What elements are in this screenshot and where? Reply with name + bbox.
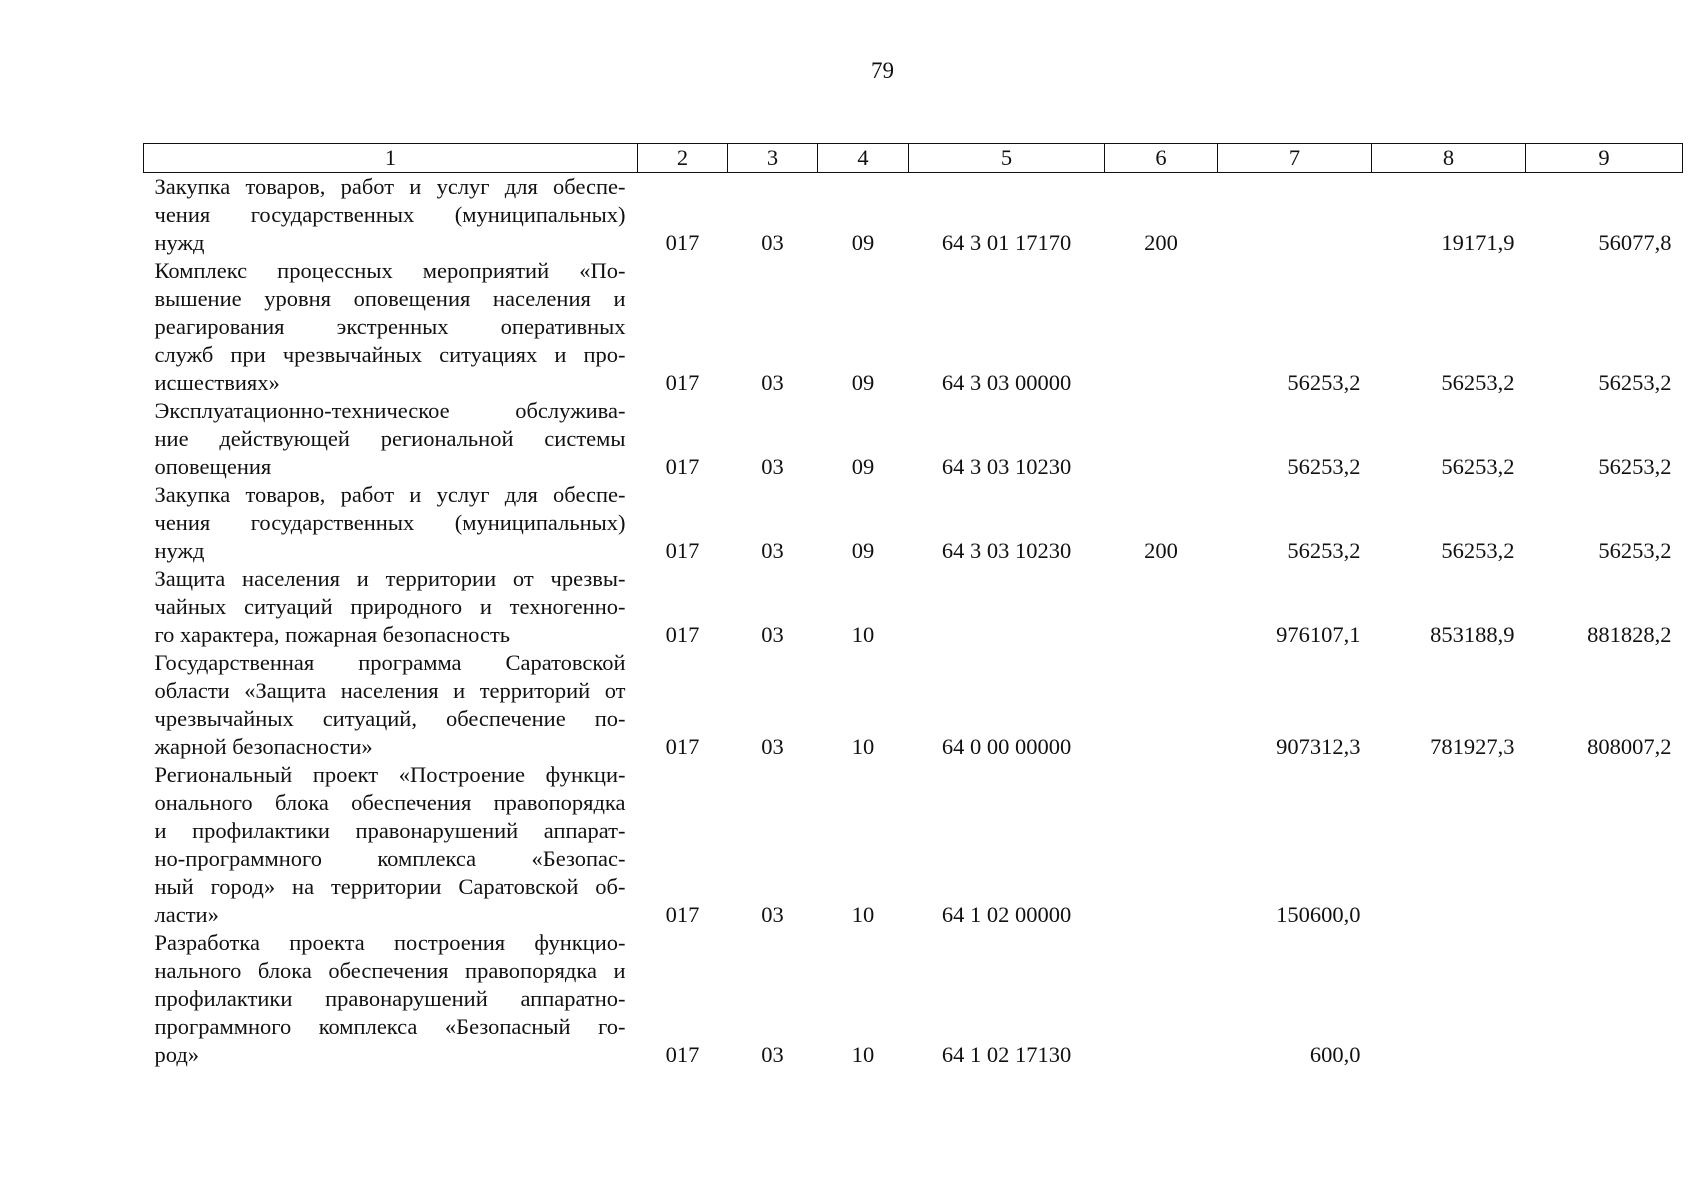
ministry-code-cell: 017 [665,230,700,255]
amount-cell: 56253,2 [1287,454,1361,479]
table-header [144,144,1683,173]
description-line: области «Защита населения и территорий от [154,678,626,703]
target-article-cell: 64 3 01 17170 [941,230,1072,255]
column-header-2: 2 [638,144,728,173]
amount-cell: 808007,2 [1587,734,1672,759]
amount-cell: 56077,8 [1598,230,1672,255]
page-number: 79 [871,58,894,83]
table-row [144,397,1683,481]
subsection-cell: 09 [851,538,875,563]
description-line: Закупка товаров, работ и услуг для обеспе- [154,174,626,199]
target-article-cell: 64 1 02 17130 [941,1042,1072,1067]
description-line: ласти» [154,902,219,927]
ministry-code-cell: 017 [665,538,700,563]
target-article-cell: 64 3 03 10230 [941,454,1072,479]
row-description [144,929,638,1069]
description-line: нужд [154,538,205,563]
column-header-8: 8 [1372,144,1526,173]
ministry-code-cell: 017 [665,454,700,479]
row-description [144,257,638,397]
ministry-code-cell: 017 [665,1042,700,1067]
ministry-code-cell: 017 [665,734,700,759]
column-header-7: 7 [1218,144,1372,173]
description-line: вышение уровня оповещения населения и [154,286,626,311]
description-line: Региональный проект «Построение функци- [154,762,626,787]
amount-cell: 56253,2 [1287,370,1361,395]
amount-cell: 56253,2 [1598,454,1672,479]
subsection-cell: 09 [851,230,875,255]
description-line: чения государственных (муниципальных) [154,202,626,227]
description-line: программного комплекса «Безопасный го- [154,1014,626,1039]
amount-cell: 881828,2 [1587,622,1672,647]
description-line: Эксплуатационно-техническое обслужива- [154,398,626,423]
description-line: реагирования экстренных оперативных [154,314,626,339]
row-description [144,481,638,565]
target-article-cell: 64 3 03 00000 [941,370,1072,395]
expense-type-cell [1105,761,1218,929]
amount-cell: 150600,0 [1276,902,1361,927]
table-row [144,761,1683,929]
section-cell: 03 [761,370,784,395]
description-line: чения государственных (муниципальных) [154,510,626,535]
amount-cell [1526,761,1683,929]
amount-cell: 976107,1 [1276,622,1361,647]
column-header-6: 6 [1105,144,1218,173]
table-body [144,173,1683,1070]
amount-cell: 853188,9 [1430,622,1515,647]
description-line: род» [154,1042,200,1067]
section-cell: 03 [761,454,784,479]
expense-type-cell [1105,397,1218,481]
amount-cell: 19171,9 [1441,230,1515,255]
target-article-cell: 64 1 02 00000 [941,902,1072,927]
subsection-cell: 09 [851,370,875,395]
description-line: Закупка товаров, работ и услуг для обеспе- [154,482,626,507]
table-row [144,649,1683,761]
section-cell: 03 [761,622,784,647]
description-line: и профилактики правонарушений аппарат- [154,818,626,843]
table-row [144,481,1683,565]
table-row [144,173,1683,258]
description-line: Защита населения и территории от чрезвы- [154,566,626,591]
section-cell: 03 [761,230,784,255]
section-cell: 03 [761,902,784,927]
expense-type-cell [1105,649,1218,761]
target-article-cell: 64 0 00 00000 [941,734,1072,759]
column-header-3: 3 [728,144,818,173]
subsection-cell: 09 [851,454,875,479]
table-row [144,565,1683,649]
description-line: но-программного комплекса «Безопас- [154,846,626,871]
column-header-5: 5 [909,144,1105,173]
column-header-4: 4 [818,144,909,173]
description-line: ние действующей региональной системы [154,426,626,451]
description-line: исшествиях» [154,370,280,395]
ministry-code-cell: 017 [665,622,700,647]
amount-cell [1372,761,1526,929]
target-article-cell: 64 3 03 10230 [941,538,1072,563]
ministry-code-cell: 017 [665,370,700,395]
row-description [144,397,638,481]
subsection-cell: 10 [851,622,875,647]
description-line: оповещения [154,454,272,479]
description-line: жарной безопасности» [154,734,373,759]
amount-cell: 56253,2 [1287,538,1361,563]
section-cell: 03 [761,538,784,563]
description-line: онального блока обеспечения правопорядка [154,790,626,815]
subsection-cell: 10 [851,902,875,927]
description-line: Комплекс процессных мероприятий «По- [154,258,626,283]
description-line: Разработка проекта построения функцио- [154,930,626,955]
expense-type-cell [1105,929,1218,1069]
row-description [144,649,638,761]
subsection-cell: 10 [851,734,875,759]
amount-cell: 907312,3 [1276,734,1361,759]
description-line: чайных ситуаций природного и техногенно- [154,594,626,619]
row-description [144,173,638,258]
table-row [144,257,1683,397]
amount-cell [1526,929,1683,1069]
budget-table [143,143,1683,1069]
section-cell: 03 [761,734,784,759]
amount-cell [1218,173,1372,258]
amount-cell [1372,929,1526,1069]
row-description [144,565,638,649]
expense-type-cell: 200 [1144,230,1178,255]
amount-cell: 781927,3 [1430,734,1515,759]
expense-type-cell: 200 [1144,538,1178,563]
target-article-cell [909,565,1105,649]
expense-type-cell [1105,257,1218,397]
amount-cell: 56253,2 [1441,370,1515,395]
column-header-1: 1 [144,144,638,173]
ministry-code-cell: 017 [665,902,700,927]
description-line: Государственная программа Саратовской [154,650,626,675]
description-line: чрезвычайных ситуаций, обеспечение по- [154,706,626,731]
column-header-9: 9 [1526,144,1683,173]
table-row [144,929,1683,1069]
subsection-cell: 10 [851,1042,875,1067]
header-row [144,144,1683,173]
description-line: ный город» на территории Саратовской об- [154,874,626,899]
section-cell: 03 [761,1042,784,1067]
description-line: нужд [154,230,205,255]
description-line: служб при чрезвычайных ситуациях и про- [154,342,626,367]
amount-cell: 56253,2 [1441,454,1515,479]
amount-cell: 56253,2 [1441,538,1515,563]
description-line: нального блока обеспечения правопорядка и [154,958,626,983]
description-line: го характера, пожарная безопасность [154,622,511,647]
row-description [144,761,638,929]
amount-cell: 600,0 [1309,1042,1361,1067]
amount-cell: 56253,2 [1598,370,1672,395]
expense-type-cell [1105,565,1218,649]
amount-cell: 56253,2 [1598,538,1672,563]
description-line: профилактики правонарушений аппаратно- [154,986,626,1011]
